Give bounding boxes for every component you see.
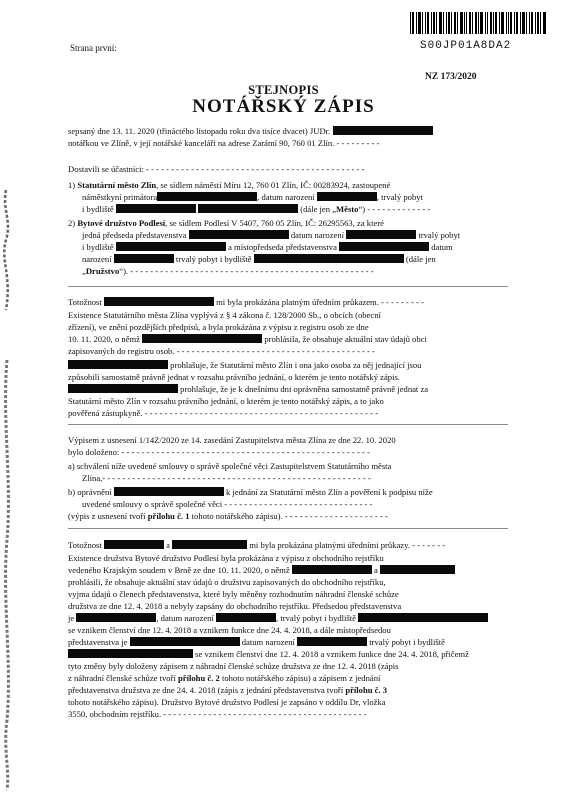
parties-heading: Dostavili se účastníci: - - - - - - - - - - - - - - - - - - - - - - - - - - - - - - - - - - - - - - - - - - - - xyxy=(68,164,365,174)
party-1-line-3: i bydliště (dále jen „Město“) - - - - - - - - - - - - - xyxy=(82,204,431,214)
existence-1-line-7: prohlašuje, že je k dnešnímu dni oprávněna samostatně právně jednat za xyxy=(68,384,428,395)
existence-2-line-8: představenstva je datum narození trvalý pobyt i bydliště xyxy=(68,637,445,647)
existence-1-line-8: Statutární město Zlín v rozsahu právního jednání, o kterém je tento notářský zápis, a to jako xyxy=(68,396,384,406)
existence-2-line-2: vedeného Krajským soudem v Brně ze dne 10. 11. 2020, o němž a xyxy=(68,565,455,576)
redaction xyxy=(339,242,429,251)
barcode xyxy=(400,12,550,52)
redaction xyxy=(76,613,156,622)
redaction xyxy=(68,649,193,658)
redaction xyxy=(358,613,488,622)
document-title: NOTÁŘSKÝ ZÁPIS xyxy=(192,96,375,117)
intro-line-1: sepsaný dne 13. 11. 2020 (třináctého listopadu roku dva tisíce dvacet) JUDr. xyxy=(68,126,433,137)
redaction xyxy=(297,637,367,646)
redaction xyxy=(68,384,178,393)
identity-1: Totožnost mi byla prokázána platným úředním průkazem. - - - - - - - - - xyxy=(68,297,424,307)
redaction xyxy=(172,540,247,549)
redaction xyxy=(157,192,257,201)
barcode-icon xyxy=(400,12,550,34)
existence-1-line-6: způsobilí samostatně právně jednat v rozsahu právního jednání, o kterém je tento notářský zápis. xyxy=(68,372,400,382)
party-2-line-1: 2) Bytové družstvo Podlesí, se sídlem Podlesí V 5407, 760 05 Zlín, IČ: 26295563, za které xyxy=(68,218,384,228)
party-2-line-5: „Družstvo“). - - - - - - - - - - - - - - - - - - - - - - - - - - - - - - - - - - - - - - - - - - - - - - - - - xyxy=(82,266,374,276)
existence-2-line-6: je , datum narození , trvalý pobyt i bydliště xyxy=(68,613,488,624)
redaction xyxy=(333,126,433,135)
existence-1-line-5: prohlašuje, že Statutární město Zlín i ona jako osoba za něj jednající jsou xyxy=(68,360,421,371)
binding-string-icon xyxy=(0,190,14,310)
existence-2-line-11: z náhradní členské schůze tvoří přílohu č. 2 tohoto notářského zápisu) a zápisem z jednání xyxy=(68,673,381,683)
redaction xyxy=(216,613,276,622)
resolution-b-2: uvedené smlouvy o správě společné věci - - - - - - - - - - - - - - - - - - - - - - - - - - - - - - xyxy=(82,499,373,509)
resolution-line-1: Výpisem z usnesení 1/14Z/2020 ze 14. zasedání Zastupitelstva města Zlína ze dne 22. 10. 2020 xyxy=(68,435,396,445)
identity-2: Totožnost a mi byla prokázána platnými úředními průkazy. - - - - - - - xyxy=(68,540,446,550)
party-2-line-2: jedná předseda představenstva datum narození trvalý pobyt xyxy=(82,230,461,240)
existence-2-line-4: vyjma údajů o členech představenstva, které byly měněny rozhodnutím náhradní členské schůze xyxy=(68,589,399,599)
existence-2-line-5: družstva ze dne 12. 4. 2018 a nebyly zapsány do obchodního rejstříku. Předsedou představenstva xyxy=(68,601,402,611)
existence-1-line-1: Existence Statutárního města Zlína vyplývá z § 4 zákona č. 128/2000 Sb., o obcích (obecní xyxy=(68,310,381,320)
existence-2-line-10: tyto změny byly doloženy zápisem z náhradní členské schůze družstva ze dne 12. 4. 2018 (zápis xyxy=(68,661,399,671)
existence-1-line-4: zapisovaných do registru osob. - - - - - - - - - - - - - - - - - - - - - - - - - - - - - - - - - - - - - - - - xyxy=(68,346,375,356)
copy-title: STEJNOPIS xyxy=(248,83,319,97)
existence-2-line-7: se vznikem členství dne 12. 4. 2018 a vznikem funkce dne 24. 4. 2018, a dále místopředsedou xyxy=(68,625,391,635)
redaction xyxy=(198,204,298,213)
intro-line-2: notářkou ve Zlíně, v její notářské kanceláři na adrese Zarámí 90, 760 01 Zlín. - - - - - - - - - xyxy=(68,138,380,148)
party-2-line-4: narození trvalý pobyt i bydliště (dále jen xyxy=(82,254,436,264)
redaction xyxy=(317,192,377,201)
redaction xyxy=(104,297,214,306)
party-1-line-2: náměstkyní primátora , datum narození , trvalý pobyt xyxy=(82,192,423,202)
resolution-a-2: Zlína,- - - - - - - - - - - - - - - - - - - - - - - - - - - - - - - - - - - - - - - - - - - - - - - - - - - - - - xyxy=(82,473,371,483)
redaction xyxy=(116,242,226,251)
party-2-line-3: i bydliště a místopředseda představenstva datum xyxy=(82,242,453,252)
redaction xyxy=(68,360,168,369)
redaction xyxy=(380,565,455,574)
existence-1-line-2: zřízení), ve znění pozdějších předpisů, a byla prokázána z výpisu z registru osob ze dne xyxy=(68,322,369,332)
page-label: Strana první: xyxy=(70,43,117,53)
party-1-line-1: 1) Statutární město Zlín, se sídlem náměstí Míru 12, 760 01 Zlín, IČ: 00283924, zastoupené xyxy=(68,180,391,190)
resolution-b-1: b) oprávnění k jednání za Statutární město Zlín a pověření k podpisu níže xyxy=(68,487,433,497)
resolution-a-1: a) schválení níže uvedené smlouvy o správě společné věci Zastupitelstvem Statutárního města xyxy=(68,461,392,471)
redaction xyxy=(114,254,174,263)
existence-1-line-3: 10. 11. 2020, o němž prohlásila, že obsahuje aktuální stav údajů obci xyxy=(68,334,427,344)
resolution-line-2: bylo doloženo: - - - - - - - - - - - - - - - - - - - - - - - - - - - - - - - - - - - - - - - - - - - - - - - - - - xyxy=(68,447,370,457)
redaction xyxy=(130,637,240,646)
redaction xyxy=(254,254,404,263)
divider xyxy=(68,286,508,287)
redaction xyxy=(142,334,262,343)
existence-2-line-1: Existence družstva Bytové družstvo Podlesí byla prokázána z výpisu z obchodního rejstříku xyxy=(68,553,384,563)
existence-1-line-9: pověřená zástupkyně. - - - - - - - - - - - - - - - - - - - - - - - - - - - - - - - - - - - - - - - - - - - - - - - xyxy=(68,408,378,418)
existence-2-line-3: prohlásili, že obsahuje aktuální stav údajů o družstvu zapisovaných do obchodního rejstříku, xyxy=(68,577,386,587)
existence-2-line-9: se vznikem členství dne 12. 4. 2018 a vznikem funkce dne 24. 4. 2018, přičemž xyxy=(68,649,469,660)
document-number: NZ 173/2020 xyxy=(425,72,477,82)
redaction xyxy=(346,230,416,239)
divider xyxy=(68,528,508,529)
existence-2-line-14: 3550, obchodním rejstříku. - - - - - - - - - - - - - - - - - - - - - - - - - - - - - - - - - - - - - - - - - xyxy=(68,709,367,719)
resolution-c: (výpis z usnesení tvoří přílohu č. 1 tohoto notářského zápisu). - - - - - - - - - - - - - - - - - - - - - xyxy=(68,511,388,521)
binding-string-icon xyxy=(0,360,14,790)
redaction xyxy=(114,487,224,496)
existence-2-line-13: tohoto notářského zápisu). Družstvo Bytové družstvo Podlesí je zapsáno v oddílu Dr, vložka xyxy=(68,697,386,707)
redaction xyxy=(104,540,164,549)
existence-2-line-12: představenstva družstva ze dne 24. 4. 2018 (zápis z jednání představenstva tvoří přílohu č. 3 xyxy=(68,685,388,695)
redaction xyxy=(116,204,196,213)
barcode-text: S00JP01A8DA2 xyxy=(420,40,512,52)
redaction xyxy=(292,565,372,574)
divider xyxy=(68,424,508,425)
redaction xyxy=(189,230,289,239)
